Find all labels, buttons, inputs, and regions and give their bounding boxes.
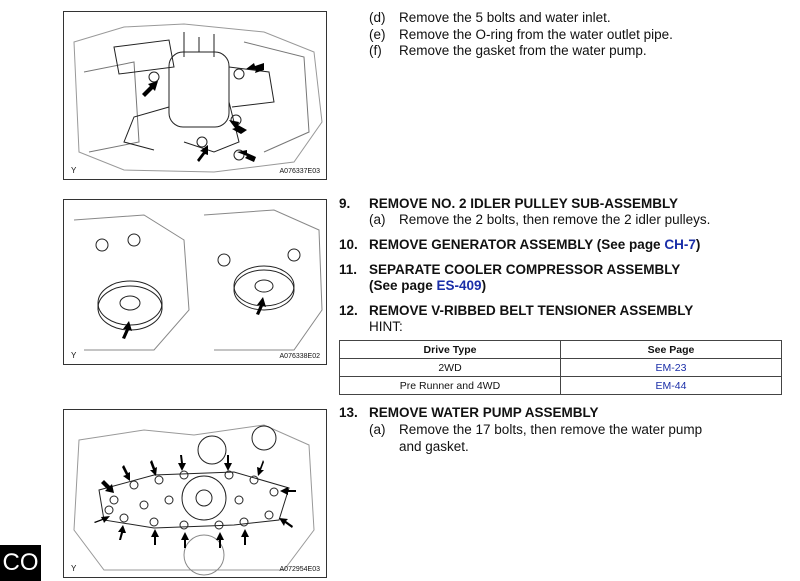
figure-corner-mark: Y [71,351,77,360]
figure-code: A076337E03 [279,168,320,175]
table-header-row [340,341,782,359]
table-header-drive-type: Drive Type [340,341,561,359]
link-ch-7[interactable]: CH-7 [664,237,696,252]
step-9-heading: 9. REMOVE NO. 2 IDLER PULLEY SUB-ASSEMBLY [339,196,679,211]
link-em-44[interactable]: EM-44 [561,377,782,395]
step-13-substep-a: (a) Remove the 17 bolts, then remove the water pump [369,422,703,437]
figure-code: A076338E02 [279,353,320,360]
step-11-heading-line2: (See page ES-409) [369,278,487,293]
table-row [340,359,782,377]
hint-label: HINT: [369,319,403,334]
substep-e: (e) Remove the O-ring from the water outlet pipe. [369,27,673,42]
step-13-substep-a-line2: and gasket. [399,439,469,454]
link-es-409[interactable]: ES-409 [436,278,482,293]
step-12-heading: 12. REMOVE V-RIBBED BELT TENSIONER ASSEMBLY [339,303,694,318]
table-row [340,377,782,395]
substep-f: (f) Remove the gasket from the water pump. [369,43,647,58]
idler-pulleys-illustration [64,200,326,364]
substep-d: (d) Remove the 5 bolts and water inlet. [369,10,611,25]
step-13-heading: 13. REMOVE WATER PUMP ASSEMBLY [339,405,599,420]
table-header-see-page: See Page [561,341,782,359]
figure-idler-pulleys [63,199,327,365]
step-10-heading: 10. REMOVE GENERATOR ASSEMBLY (See page CH-7) [339,237,701,252]
link-em-23[interactable]: EM-23 [561,359,782,377]
section-tab: CO [0,545,41,581]
figure-code: A072954E03 [279,566,320,573]
step-9-substep-a: (a) Remove the 2 bolts, then remove the 2 idler pulleys. [369,212,711,227]
figure-water-pump [63,409,327,578]
figure-corner-mark: Y [71,564,77,573]
table-cell-drive-type: 2WD [340,359,561,377]
figure-corner-mark: Y [71,166,77,175]
step-11-heading: 11. SEPARATE COOLER COMPRESSOR ASSEMBLY [339,262,681,277]
figure-water-inlet [63,11,327,180]
drive-type-table [339,340,782,395]
water-pump-illustration [64,410,326,577]
table-cell-drive-type: Pre Runner and 4WD [340,377,561,395]
water-inlet-illustration [64,12,326,179]
